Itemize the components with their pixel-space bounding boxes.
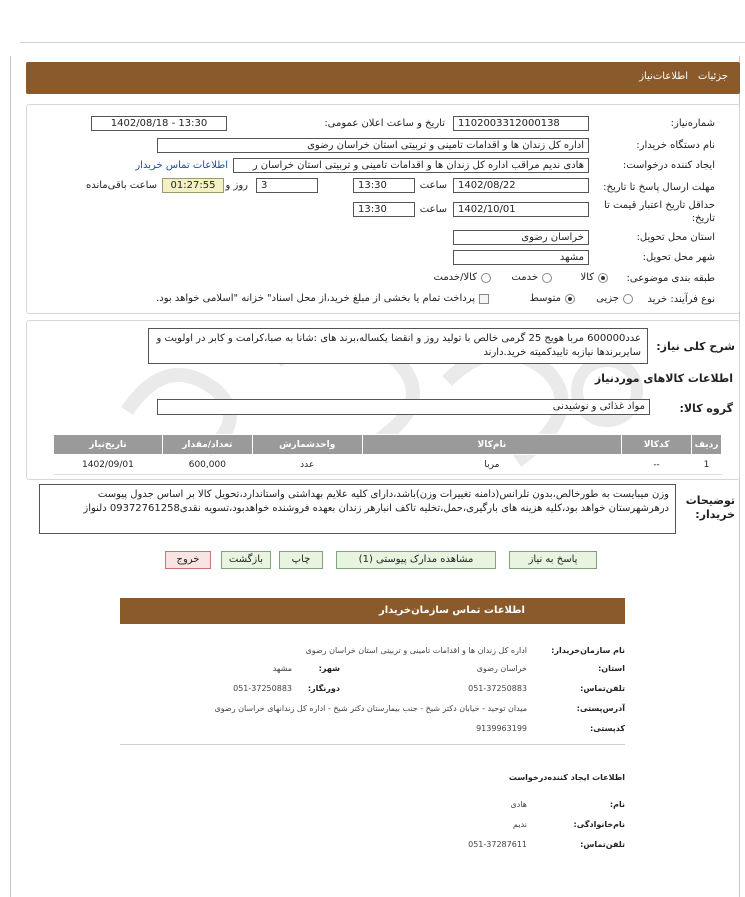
postal-label: کدپستی: — [590, 724, 625, 733]
creator-label: ایجاد کننده درخواست: — [622, 160, 715, 171]
contact-province-label: استان: — [598, 664, 625, 673]
group-field: مواد غذائی و نوشیدنی — [157, 399, 650, 415]
need-number-label: شماره‌نیاز: — [670, 118, 715, 129]
col-name: نام‌کالا — [362, 435, 621, 455]
cell-code: -- — [622, 455, 692, 475]
tab-details[interactable]: جزئیات — [698, 71, 728, 82]
reply-time-field: 13:30 — [353, 178, 415, 193]
goods-info-title: اطلاعات کالاهای مورد‌نیاز — [594, 372, 733, 385]
contact-divider — [120, 744, 625, 745]
address-value: میدان توحید - خیابان دکتر شیخ - جنب بیمارستان دکتر شیخ - اداره کل زندانهای خراسان رضوی — [214, 704, 527, 713]
province-field: خراسان رضوی — [453, 230, 589, 245]
col-code: کدکالا — [622, 435, 692, 455]
page-header-bar — [26, 62, 740, 94]
group-label: گروه کالا: — [679, 402, 733, 415]
contact-section-header: اطلاعات تماس سازمان‌خریدار — [120, 598, 625, 624]
contact-phone-value: 051-37250883 — [468, 684, 527, 693]
creator-phone-value: 051-37287611 — [468, 840, 527, 849]
need-number-field: 1102003312000138 — [453, 116, 589, 131]
radio-icon[interactable] — [542, 273, 552, 283]
top-divider — [20, 42, 745, 43]
org-name-value: اداره کل زندان ها و اقدامات تامینی و تربیتی استان خراسان رضوی — [305, 646, 527, 655]
city-field: مشهد — [453, 250, 589, 265]
exit-button[interactable]: خروج — [165, 551, 211, 569]
last-name-value: ندیم — [513, 820, 527, 829]
first-name-label: نام: — [609, 800, 625, 809]
min-validity-label: حداقل تاریخ اعتبار قیمت تا تاریخ: — [603, 200, 715, 224]
buyer-contact-link[interactable]: اطلاعات تماس خریدار — [135, 160, 228, 171]
reply-button[interactable]: پاسخ به نیاز — [509, 551, 597, 569]
goods-table — [53, 434, 722, 475]
category-option-goods[interactable]: کالا — [580, 272, 608, 283]
category-option-goods-service[interactable]: کالا/خدمت — [434, 272, 492, 283]
process-label: نوع فرآیند: خرید — [647, 294, 715, 305]
cell-date: 1402/09/01 — [54, 455, 163, 475]
process-option-medium[interactable]: متوسط — [530, 293, 575, 304]
creator-field: هادی ندیم مراقب اداره کل زندان ها و اقدامات تامینی و تربیتی استان خراسان ر — [233, 158, 589, 173]
cell-unit: عدد — [252, 455, 362, 475]
col-date: تاریخ‌نیاز — [54, 435, 163, 455]
contact-fax-value: 051-37250883 — [233, 684, 292, 693]
buyer-notes-text: وزن میبایست به طورخالص،بدون تلرانس(دامنه تغییرات وزن)باشد،دارای کلیه علایم بهداشتی واستاندارد،تحویل کالا بر اساس جدول پیوست درهرشهرستان خواهد بود،کلیه هزینه های بارگیری،حمل،تخلیه تاکف انبارهر زندان بعهده فروشنده خواهدبود،تسویه نقدی09372761258 دلنواز — [39, 484, 676, 534]
payment-note: پرداخت تمام یا بخشی از مبلغ خرید،از محل اسناد" خزانه "اسلامی خواهد بود. — [156, 293, 489, 304]
province-label: استان محل تحویل: — [636, 232, 715, 243]
creator-info-title: اطلاعات ایجاد کننده‌درخواست — [508, 773, 625, 782]
attachments-button[interactable]: مشاهده مدارک پیوستی (1) — [336, 551, 496, 569]
org-name-label: نام سازمان‌خریدار: — [551, 646, 625, 655]
tab-need-info[interactable]: اطلاعات‌نیاز — [639, 71, 689, 82]
table-header-row — [54, 435, 722, 455]
contact-province-value: خراسان رضوی — [476, 664, 527, 673]
remaining-label: ساعت باقی‌مانده — [85, 180, 157, 191]
contact-city-value: مشهد — [272, 664, 292, 673]
summary-text: عدد600000 مربا هویج 25 گرمی خالص با تولید روز و انقضا یکساله،برند های :شانا به صبا،کرامت و کابر در اولویت و سایربرندها نیازبه تاییدکمیته خرید.دارند — [148, 328, 648, 364]
contact-fax-label: دورنگار: — [307, 684, 340, 693]
buyer-field: اداره کل زندان ها و اقدامات تامینی و تربیتی استان خراسان رضوی — [157, 138, 589, 153]
cell-quantity: 600,000 — [162, 455, 252, 475]
radio-checked-icon[interactable] — [565, 294, 575, 304]
checkbox-icon[interactable] — [479, 294, 489, 304]
category-option-service[interactable]: خدمت — [511, 272, 552, 283]
cell-name: مربا — [362, 455, 621, 475]
city-label: شهر محل تحویل: — [642, 252, 715, 263]
validity-time-label: ساعت — [419, 204, 447, 215]
buyer-notes-label: توضیحات خریدار: — [685, 494, 735, 521]
col-quantity: تعداد‌/مقدار — [162, 435, 252, 455]
last-name-label: نام‌خانوادگی: — [573, 820, 625, 829]
col-row-no: ردیف — [692, 435, 722, 455]
contact-phone-label: تلفن‌تماس: — [580, 684, 625, 693]
announce-label: تاریخ و ساعت اعلان عمومی: — [324, 118, 445, 129]
days-field: 3 — [256, 178, 318, 193]
reply-date-field: 1402/08/22 — [453, 178, 589, 193]
contact-city-label: شهر: — [318, 664, 340, 673]
postal-value: 9139963199 — [476, 724, 527, 733]
back-button[interactable]: بازگشت — [221, 551, 271, 569]
reply-time-label: ساعت — [419, 180, 447, 191]
col-unit: واحدشمارش — [252, 435, 362, 455]
buyer-label: نام دستگاه‌ خریدار: — [636, 140, 715, 151]
category-label: طبقه بندی موضوعی: — [626, 273, 715, 284]
radio-icon[interactable] — [481, 273, 491, 283]
reply-deadline-label: مهلت ارسال پاسخ تا تاریخ: — [603, 182, 715, 193]
table-row — [54, 455, 722, 475]
header-tabs — [639, 71, 728, 82]
radio-icon[interactable] — [623, 294, 633, 304]
announce-field: 1402/08/18 - 13:30 — [91, 116, 227, 131]
validity-time-field: 13:30 — [353, 202, 415, 217]
creator-phone-label: تلفن‌تماس: — [580, 840, 625, 849]
days-label: روز و — [225, 180, 248, 191]
validity-date-field: 1402/10/01 — [453, 202, 589, 217]
remaining-timer: 01:27:55 — [162, 178, 224, 193]
first-name-value: هادی — [510, 800, 527, 809]
cell-row-no: 1 — [692, 455, 722, 475]
summary-label: شرح کلی نیاز: — [656, 340, 735, 353]
print-button[interactable]: چاپ — [279, 551, 323, 569]
process-option-minor[interactable]: جزیی — [596, 293, 633, 304]
address-label: آدرس‌پستی: — [576, 704, 625, 713]
radio-checked-icon[interactable] — [598, 273, 608, 283]
